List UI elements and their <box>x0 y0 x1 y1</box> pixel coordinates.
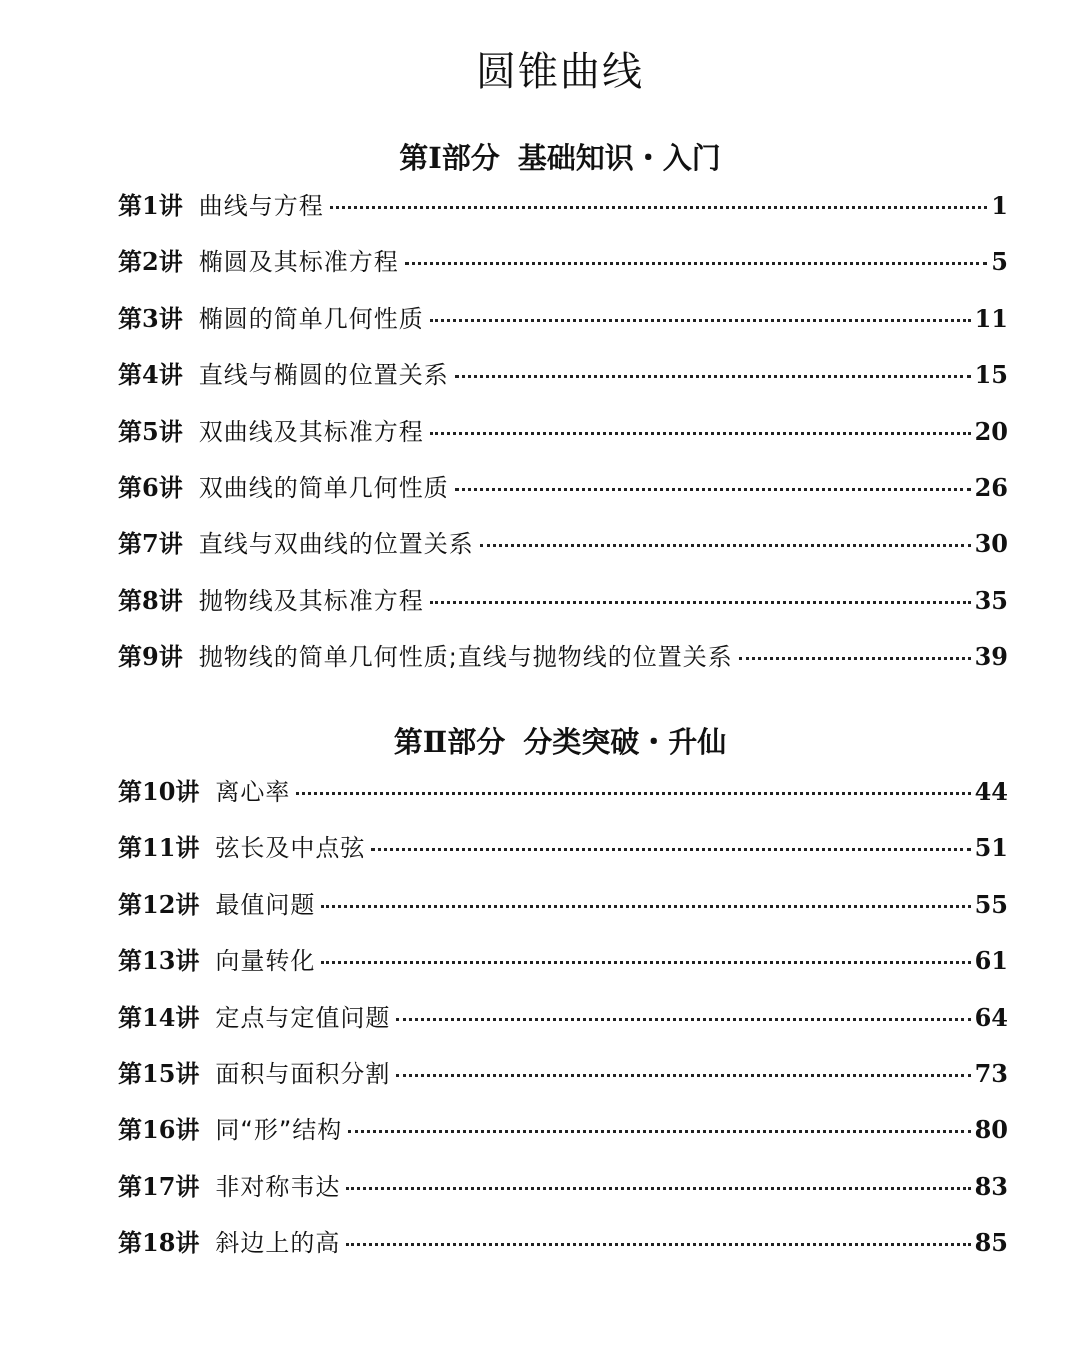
chapter-number: 第7讲 <box>118 529 183 559</box>
chapter-number: 第8讲 <box>118 585 183 615</box>
chapter-title: 曲线与方程 <box>198 192 324 220</box>
chapter-title: 向量转化 <box>215 947 316 976</box>
chapter-title: 同“形”结构 <box>215 1116 343 1145</box>
chapter-title: 面积与面积分割 <box>215 1059 391 1088</box>
dot-leader <box>739 657 971 660</box>
toc-entry-4[interactable] <box>118 355 1008 411</box>
chapter-page-number: 73 <box>974 1058 1008 1088</box>
chapter-page-number: 5 <box>991 247 1008 277</box>
toc-entry-6[interactable] <box>118 468 1008 524</box>
chapter-number: 第2讲 <box>118 247 183 277</box>
chapter-title: 双曲线及其标准方程 <box>198 417 424 446</box>
dot-leader <box>455 488 971 491</box>
chapter-number: 第18讲 <box>118 1228 200 1258</box>
chapter-page-number: 85 <box>974 1228 1008 1258</box>
chapter-number: 第5讲 <box>118 416 183 446</box>
toc-entry-11[interactable] <box>118 828 1008 884</box>
part-1-name: 基础知识・入门 <box>517 141 721 175</box>
chapter-title: 最值问题 <box>215 890 316 919</box>
chapter-page-number: 26 <box>974 472 1008 502</box>
toc-entry-13[interactable] <box>118 941 1008 997</box>
dot-leader <box>321 905 970 908</box>
chapter-title: 弦长及中点弦 <box>215 834 366 863</box>
chapter-page-number: 20 <box>974 416 1008 446</box>
toc-entry-1[interactable] <box>118 186 1008 242</box>
chapter-page-number: 30 <box>974 529 1008 559</box>
dot-leader <box>346 1187 970 1190</box>
toc-entry-7[interactable] <box>118 524 1008 580</box>
chapter-page-number: 39 <box>974 642 1008 672</box>
toc-entry-9[interactable] <box>118 637 1008 693</box>
chapter-page-number: 44 <box>974 777 1008 806</box>
dot-leader <box>405 262 988 265</box>
toc-entry-10[interactable] <box>118 772 1008 828</box>
chapter-title: 非对称韦达 <box>215 1172 341 1201</box>
toc-entry-16[interactable] <box>118 1110 1008 1166</box>
chapter-title: 直线与双曲线的位置关系 <box>198 530 474 559</box>
dot-leader <box>371 848 970 851</box>
chapter-title: 定点与定值问题 <box>215 1003 391 1032</box>
part-2-heading <box>0 720 1080 761</box>
toc-entry-2[interactable] <box>118 242 1008 298</box>
chapter-number: 第3讲 <box>118 303 183 333</box>
chapter-page-number: 51 <box>974 833 1008 863</box>
part-1-heading <box>0 136 1080 177</box>
chapter-page-number: 83 <box>974 1171 1008 1201</box>
document-title: 圆锥曲线 <box>476 49 644 95</box>
toc-entry-14[interactable] <box>118 998 1008 1054</box>
chapter-page-number: 35 <box>974 585 1008 615</box>
chapter-title: 直线与椭圆的位置关系 <box>198 361 449 390</box>
chapter-page-number: 11 <box>974 303 1008 333</box>
dot-leader <box>348 1130 970 1133</box>
dot-leader <box>346 1243 970 1246</box>
chapter-title: 双曲线的简单几何性质 <box>198 473 449 502</box>
chapter-number: 第6讲 <box>118 472 183 502</box>
chapter-page-number: 1 <box>991 191 1008 220</box>
chapter-title: 抛物线的简单几何性质;直线与抛物线的位置关系 <box>198 643 733 672</box>
dot-leader <box>321 961 970 964</box>
chapter-number: 第15讲 <box>118 1058 200 1088</box>
chapter-number: 第16讲 <box>118 1115 200 1145</box>
chapter-page-number: 80 <box>974 1115 1008 1145</box>
dot-leader <box>430 319 971 322</box>
part-1-label: 第Ⅰ部分 <box>399 141 500 175</box>
chapter-page-number: 64 <box>974 1002 1008 1032</box>
dot-leader <box>396 1074 970 1077</box>
chapter-title: 椭圆的简单几何性质 <box>198 304 424 333</box>
part-1-chapter-list <box>118 186 1008 694</box>
dot-leader <box>430 601 971 604</box>
chapter-number: 第12讲 <box>118 889 200 919</box>
chapter-title: 抛物线及其标准方程 <box>198 586 424 615</box>
dot-leader <box>455 375 971 378</box>
toc-entry-12[interactable] <box>118 885 1008 941</box>
chapter-page-number: 15 <box>974 360 1008 390</box>
part-2-label: 第Ⅱ部分 <box>393 725 506 759</box>
chapter-number: 第17讲 <box>118 1171 200 1201</box>
chapter-number: 第13讲 <box>118 946 200 976</box>
chapter-number: 第11讲 <box>118 833 200 863</box>
dot-leader <box>430 432 971 435</box>
chapter-number: 第10讲 <box>118 777 200 806</box>
chapter-number: 第4讲 <box>118 360 183 390</box>
toc-entry-3[interactable] <box>118 299 1008 355</box>
dot-leader <box>330 206 988 209</box>
chapter-title: 椭圆及其标准方程 <box>198 248 399 277</box>
toc-entry-8[interactable] <box>118 581 1008 637</box>
chapter-number: 第9讲 <box>118 642 183 672</box>
toc-entry-18[interactable] <box>118 1223 1008 1279</box>
chapter-page-number: 61 <box>974 946 1008 976</box>
chapter-title: 离心率 <box>215 778 291 806</box>
toc-entry-5[interactable] <box>118 412 1008 468</box>
toc-entry-17[interactable] <box>118 1167 1008 1223</box>
toc-entry-15[interactable] <box>118 1054 1008 1110</box>
chapter-number: 第14讲 <box>118 1002 200 1032</box>
part-2-name: 分类突破・升仙 <box>523 725 727 759</box>
chapter-page-number: 55 <box>974 889 1008 919</box>
dot-leader <box>296 792 970 795</box>
part-2-chapter-list <box>118 772 1008 1280</box>
chapter-number: 第1讲 <box>118 191 183 220</box>
chapter-title: 斜边上的高 <box>215 1229 341 1258</box>
dot-leader <box>396 1018 970 1021</box>
dot-leader <box>480 544 971 547</box>
